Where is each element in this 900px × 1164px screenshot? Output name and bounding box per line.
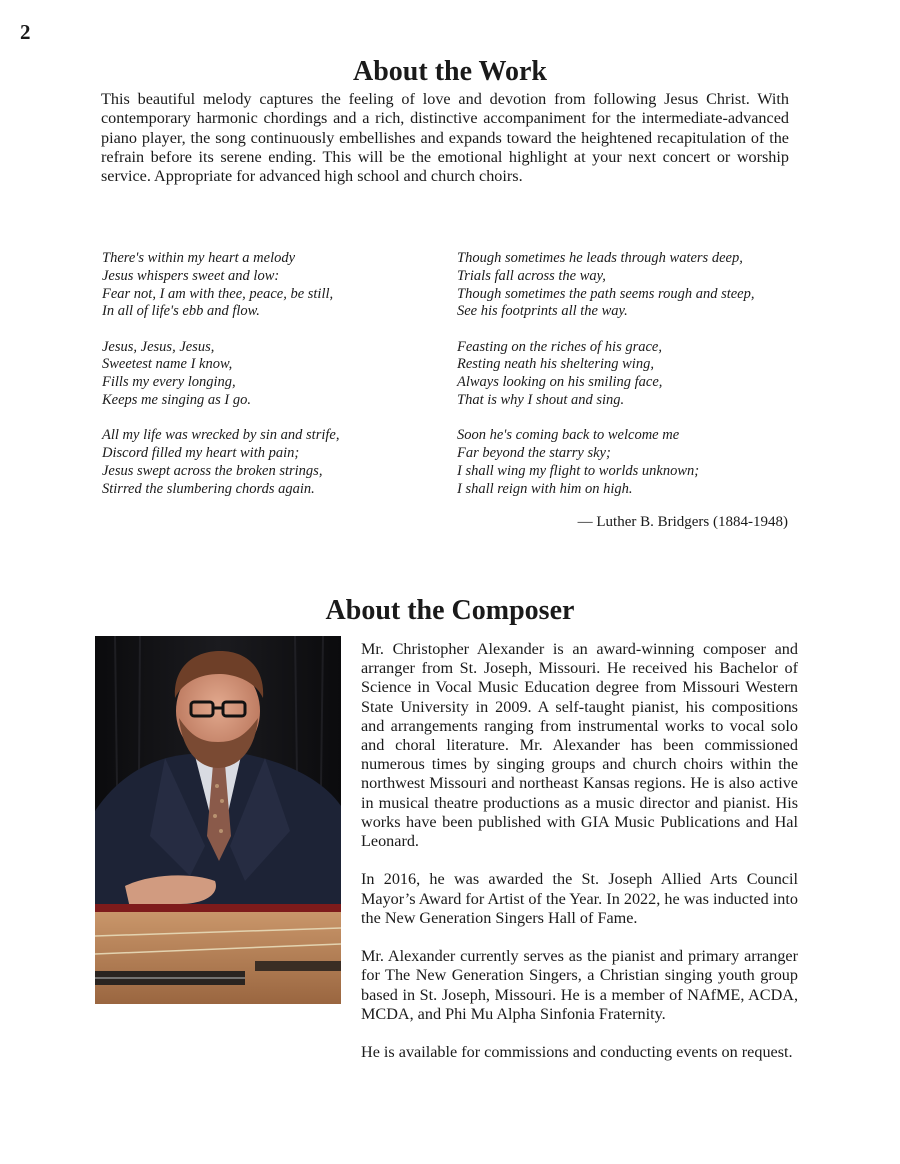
about-work-paragraph: This beautiful melody captures the feeling of love and devotion from following Jesus Christ. With contemporary harmonic chordings and a rich, distinctive accompaniment for the intermediate-advanced piano player, the song continuously embellishes and expands toward the heightened recapitulation of the refrain before its serene ending. This will be the emotional highlight at your next concert or worship service. Appropriate for advanced high school and church choirs. bbox=[101, 90, 789, 186]
poem-line: Keeps me singing as I go. bbox=[102, 392, 252, 409]
about-work-title: About the Work bbox=[353, 56, 547, 87]
page-number: 2 bbox=[20, 20, 31, 44]
poem-line: All my life was wrecked by sin and strife, bbox=[102, 427, 340, 444]
poem-line: Jesus whispers sweet and low: bbox=[102, 267, 280, 284]
poem-stanza bbox=[102, 427, 432, 498]
composer-bio bbox=[361, 640, 798, 1082]
poem-line: I shall reign with him on high. bbox=[457, 480, 633, 497]
bio-paragraph: Mr. Christopher Alexander is an award-winning composer and arranger from St. Joseph, Missouri. He received his Bachelor of Science in Vocal Music Education degree from Missouri Western State University in 2009. A self-taught pianist, his compositions and arrangements ranging from instrumental works to vocal solo and choral literature. Mr. Alexander has been commissioned numerous times by singing groups and church choirs within the northwest Missouri and northeast Kansas regions. He is also active in musical theatre productions as a music director and pianist. His works have been published with GIA Music Publications and Hal Leonard. bbox=[361, 640, 798, 851]
poem-line: Though sometimes the path seems rough and steep, bbox=[457, 285, 755, 302]
poem-line: In all of life's ebb and flow. bbox=[102, 303, 260, 320]
poem-stanza bbox=[457, 339, 787, 410]
poem-line: I shall wing my flight to worlds unknown; bbox=[457, 462, 700, 479]
poem-attribution: — Luther B. Bridgers (1884-1948) bbox=[577, 514, 788, 530]
poem-line: Jesus swept across the broken strings, bbox=[102, 462, 323, 479]
poem-right-column bbox=[457, 250, 787, 516]
poem-left-column bbox=[102, 250, 432, 516]
poem-stanza bbox=[102, 250, 432, 321]
poem-line: Sweetest name I know, bbox=[102, 356, 233, 373]
about-composer-title: About the Composer bbox=[325, 595, 575, 626]
poem-line: Feasting on the riches of his grace, bbox=[457, 338, 662, 355]
poem-line: That is why I shout and sing. bbox=[457, 392, 625, 409]
bio-paragraph: He is available for commissions and conducting events on request. bbox=[361, 1043, 793, 1062]
poem-line: Resting neath his sheltering wing, bbox=[457, 356, 654, 373]
poem-stanza bbox=[102, 339, 432, 410]
poem-line: There's within my heart a melody bbox=[102, 250, 296, 266]
poem-line: Jesus, Jesus, Jesus, bbox=[102, 338, 215, 355]
bio-paragraph: Mr. Alexander currently serves as the pianist and primary arranger for The New Generation Singers, a Christian singing youth group based in St. Joseph, Missouri. He is a member of NAfME, ACDA, MCDA, and Phi Mu Alpha Sinfonia Fraternity. bbox=[361, 947, 798, 1023]
poem-line: See his footprints all the way. bbox=[457, 303, 628, 320]
poem-line: Fear not, I am with thee, peace, be still, bbox=[102, 285, 334, 302]
poem-line: Far beyond the starry sky; bbox=[457, 445, 611, 462]
poem-line: Though sometimes he leads through waters deep, bbox=[457, 250, 743, 266]
poem-line: Soon he's coming back to welcome me bbox=[457, 427, 680, 444]
composer-portrait-icon bbox=[95, 636, 341, 1004]
poem-line: Stirred the slumbering chords again. bbox=[102, 480, 315, 497]
poem-stanza bbox=[457, 427, 787, 498]
poem-line: Discord filled my heart with pain; bbox=[102, 445, 300, 462]
poem-line: Always looking on his smiling face, bbox=[457, 374, 663, 391]
composer-photo bbox=[95, 636, 341, 1004]
poem-line: Fills my every longing, bbox=[102, 374, 236, 391]
poem-stanza bbox=[457, 250, 787, 321]
poem-line: Trials fall across the way, bbox=[457, 267, 606, 284]
bio-paragraph: In 2016, he was awarded the St. Joseph Allied Arts Council Mayor’s Award for Artist of the Year. In 2022, he was inducted into the New Generation Singers Hall of Fame. bbox=[361, 870, 798, 927]
